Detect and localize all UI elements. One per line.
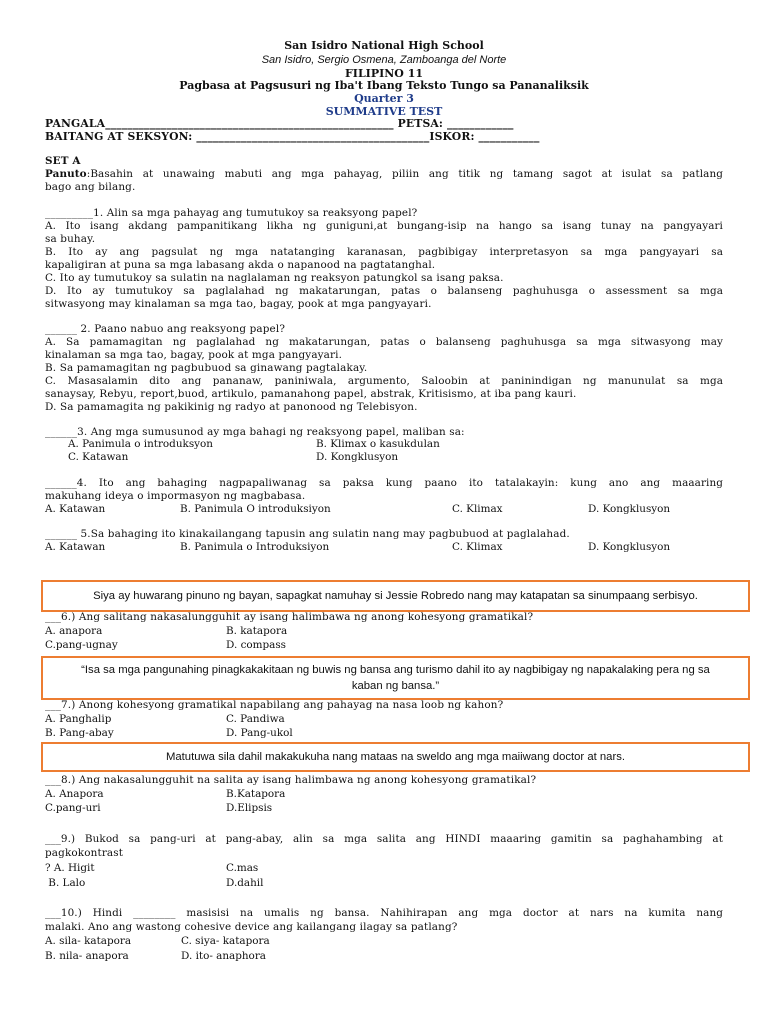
- q3-choice-d: D. Kongklusyon: [316, 451, 399, 463]
- school-address: San Isidro, Sergio Osmena, Zamboanga del Norte: [261, 54, 507, 66]
- q1-choice-c: C. Ito ay tumutukoy sa sulatin na naglalaman ng reaksyon patungkol sa isang paksa.: [45, 272, 504, 284]
- q6-choice-b: B. katapora: [226, 625, 288, 637]
- question-3: ______3. Ang mga sumusunod ay mga bahagi ng reaksyong papel, maliban sa:: [45, 426, 465, 438]
- passage-box-3: [41, 742, 750, 772]
- q9-choice-a: ? A. Higit: [45, 862, 95, 874]
- q5-choice-d: D. Kongklusyon: [588, 541, 671, 553]
- q5-choice-c: C. Klimax: [452, 541, 503, 553]
- name-date-line: PANGALA____________________________________________________ PETSA: ____________: [45, 117, 514, 130]
- directions-text: :Basahin at unawaing mabuti ang mga pahayag, piliin ang titik ng tamang sagot at isulat sa patlang: [86, 168, 723, 180]
- q5-choice-a: A. Katawan: [45, 541, 106, 553]
- q6-choice-d: D. compass: [226, 639, 287, 651]
- q1-choice-b-cont: kapaligiran at puna sa mga labasang akda o napanood na pagtatanghal.: [45, 259, 436, 271]
- q10-choice-c: C. siya- katapora: [181, 935, 270, 947]
- q1-choice-d-cont: sitwasyong may kinalaman sa mga tao, bagay, pook at mga pangyayari.: [45, 298, 432, 310]
- q2-choice-b: B. Sa pamamagitan ng pagbubuod sa ginawang pagtalakay.: [45, 362, 368, 374]
- q10-choice-d: D. ito- anaphora: [181, 950, 266, 962]
- q4-choice-d: D. Kongklusyon: [588, 503, 671, 515]
- q9-choice-c: C.mas: [226, 862, 259, 874]
- q1-choice-a: A. Ito isang akdang pampanitikang likha ng guniguni,at bungang-isip na hango sa isang tunay na pangyayari: [45, 220, 723, 232]
- passage-box-2: [41, 656, 750, 700]
- q6-choice-c: C.pang-ugnay: [45, 639, 118, 651]
- question-8: ___8.) Ang nakasalungguhit na salita ay isang halimbawa ng anong kohesyong gramatikal?: [45, 774, 537, 786]
- q3-choice-b: B. Klimax o kasukdulan: [316, 438, 440, 450]
- q8-choice-a: A. Anapora: [45, 788, 104, 800]
- q10-choice-b: B. nila- anapora: [45, 950, 129, 962]
- q7-choice-c: C. Pandiwa: [226, 713, 285, 725]
- directions-text-cont: bago ang bilang.: [45, 181, 136, 193]
- q1-choice-b: B. Ito ay ang pagsulat ng mga natatanging karanasan, pagbibigay interpretasyon sa mga pangyayari sa: [45, 246, 723, 258]
- directions-line: [45, 168, 723, 181]
- passage-box-2-text: “Isa sa mga pangunahing pinagkakakitaan ng buwis ng bansa ang turismo dahil ito ay nagbibigay ng napakalaking pera ng sa kaban ng bansa.”: [81, 664, 710, 692]
- q2-choice-a: A. Sa pamamagitan ng paglalahad ng makatarungan, patas o balanseng paghuhusga sa mga sitwasyong may: [45, 336, 723, 348]
- question-5: ______ 5.Sa bahaging ito kinakailangang tapusin ang sulatin nang may pagbubuod at paglalahad.: [45, 528, 570, 540]
- question-6: ___6.) Ang salitang nakasalungguhit ay isang halimbawa ng anong kohesyong gramatikal?: [45, 611, 534, 623]
- quarter-label: Quarter 3: [354, 92, 414, 105]
- q8-choice-b: B.Katapora: [226, 788, 286, 800]
- q1-choice-a-cont: sa buhay.: [45, 233, 96, 245]
- question-10: ___10.) Hindi ________ masisisi na umalis ng bansa. Nahihirapan ang mga doctor at nars na kumita nang: [45, 907, 723, 919]
- subject-title: FILIPINO 11: [344, 67, 424, 80]
- q10-choice-a: A. sila- katapora: [45, 935, 132, 947]
- q3-choice-a: A. Panimula o introduksyon: [68, 438, 213, 450]
- q2-choice-c-cont: sanaysay, Rebyu, report,buod, artikulo, pamanahong papel, abstrak, Kritisismo, at iba pang kauri.: [45, 388, 577, 400]
- passage-box-1: [41, 580, 750, 612]
- course-title: Pagbasa at Pagsusuri ng Iba't Ibang Teksto Tungo sa Pananaliksik: [179, 79, 589, 92]
- q5-choice-b: B. Panimula o Introduksiyon: [180, 541, 330, 553]
- q3-choice-c: C. Katawan: [68, 451, 129, 463]
- question-4-cont: makuhang ideya o impormasyon ng magbabasa.: [45, 490, 306, 502]
- directions-label: Panuto: [45, 168, 87, 180]
- q9-choice-b: B. Lalo: [45, 877, 86, 889]
- q4-choice-a: A. Katawan: [45, 503, 106, 515]
- q2-choice-a-cont: kinalaman sa mga tao, bagay, pook at mga pangyayari.: [45, 349, 343, 361]
- q4-choice-c: C. Klimax: [452, 503, 503, 515]
- q9-choice-d: D.dahil: [226, 877, 264, 889]
- question-1: _________1. Alin sa mga pahayag ang tumutukoy sa reaksyong papel?: [45, 207, 418, 219]
- school-name: San Isidro National High School: [284, 39, 484, 52]
- q8-choice-c: C.pang-uri: [45, 802, 101, 814]
- q8-choice-d: D.Elipsis: [226, 802, 273, 814]
- question-9: ___9.) Bukod sa pang-uri at pang-abay, alin sa mga salita ang HINDI maaaring gamitin sa paghahambing at: [45, 833, 723, 845]
- q7-choice-d: D. Pang-ukol: [226, 727, 293, 739]
- question-10-cont: malaki. Ano ang wastong cohesive device ang kailangang ilagay sa patlang?: [45, 921, 458, 933]
- set-label: SET A: [45, 155, 81, 167]
- test-title: SUMMATIVE TEST: [325, 105, 443, 118]
- q4-choice-b: B. Panimula O introduksiyon: [180, 503, 331, 515]
- q7-choice-a: A. Panghalip: [45, 713, 112, 725]
- passage-box-1-text: Siya ay huwarang pinuno ng bayan, sapagkat namuhay si Jessie Robredo nang may katapatan sa sinumpaang serbisyo.: [93, 590, 698, 602]
- q7-choice-b: B. Pang-abay: [45, 727, 114, 739]
- question-4: ______4. Ito ang bahaging nagpapaliwanag sa paksa kung paano ito tatalakayin: kung ano ang maaaring: [45, 477, 723, 489]
- question-2: ______ 2. Paano nabuo ang reaksyong papel?: [45, 323, 286, 335]
- passage-box-3-text: Matutuwa sila dahil makakukuha nang mataas na sweldo ang mga maiiwang doctor at nars.: [165, 751, 626, 763]
- q6-choice-a: A. anapora: [45, 625, 103, 637]
- q1-choice-d: D. Ito ay tumutukoy sa paglalahad ng makatarungan, patas o balanseng paghuhusga o assessment sa mga: [45, 285, 723, 297]
- question-9-cont: pagkokontrast: [45, 847, 124, 859]
- question-7: ___7.) Anong kohesyong gramatikal napabilang ang pahayag na nasa loob ng kahon?: [45, 699, 504, 711]
- q2-choice-d: D. Sa pamamagita ng pakikinig ng radyo at panonood ng Telebisyon.: [45, 401, 418, 413]
- q2-choice-c: C. Masasalamin dito ang pananaw, paniniwala, argumento, Saloobin at paninindigan ng manunulat sa mga: [45, 375, 723, 387]
- section-score-line: BAITANG AT SEKSYON: __________________________________________ISKOR: ___________: [45, 130, 540, 143]
